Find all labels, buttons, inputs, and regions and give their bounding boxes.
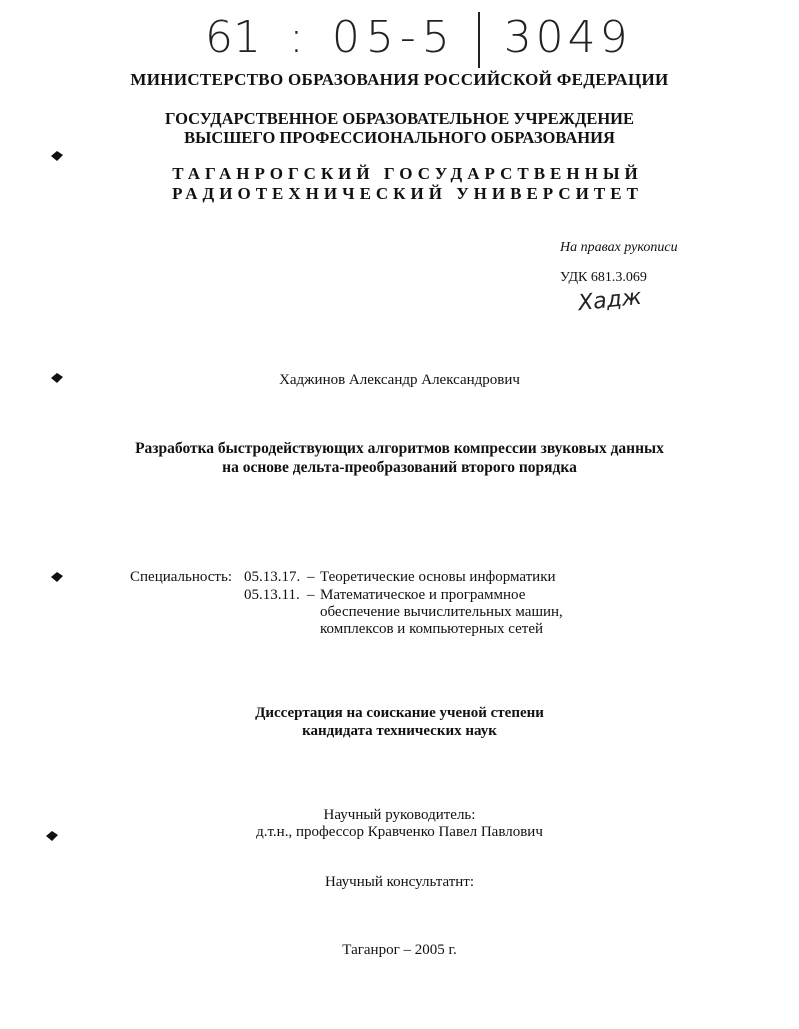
handwritten-divider <box>478 12 480 68</box>
handwritten-code-part1: 05-5 <box>331 12 456 63</box>
dissertation-title-line-1: Разработка быстродействующих алгоритмов компрессии звуковых данных <box>135 440 664 457</box>
handwritten-code-part2: 3049 <box>503 12 632 63</box>
margin-bullet-mark <box>50 571 64 583</box>
handwritten-signature: Хадж <box>576 284 643 317</box>
institution-line-1: ГОСУДАРСТВЕННОЕ ОБРАЗОВАТЕЛЬНОЕ УЧРЕЖДЕНИЕ <box>164 109 634 128</box>
speciality-code: 05.13.11. <box>244 587 300 603</box>
author-name: Хаджинов Александр Александрович <box>279 372 520 388</box>
institution-line-2: ВЫСШЕГО ПРОФЕССИОНАЛЬНОГО ОБРАЗОВАНИЯ <box>184 128 615 147</box>
consultant-label: Научный консультатнт: <box>324 874 475 890</box>
supervisor-label: Научный руководитель: <box>323 807 476 823</box>
university-line-2: РАДИОТЕХНИЧЕСКИЙ УНИВЕРСИТЕТ <box>172 184 643 203</box>
ministry-header: МИНИСТЕРСТВО ОБРАЗОВАНИЯ РОССИЙСКОЙ ФЕДЕРАЦИИ <box>130 70 669 89</box>
handwritten-archive-code <box>205 8 665 70</box>
manuscript-rights-note: На правах рукописи <box>560 240 678 255</box>
handwritten-code-prefix: 61 <box>205 12 261 63</box>
handwritten-code-separator: : <box>289 12 304 63</box>
degree-line-1: Диссертация на соискание ученой степени <box>255 705 544 721</box>
margin-bullet-mark <box>50 150 64 162</box>
supervisor-name: д.т.н., профессор Кравченко Павел Павлович <box>256 824 543 840</box>
speciality-label: Специальность: <box>130 569 232 585</box>
speciality-dash: – <box>307 587 315 603</box>
dissertation-title-line-2: на основе дельта-преобразований второго порядка <box>222 459 577 476</box>
speciality-name-line: Математическое и программное <box>320 587 526 603</box>
speciality-name-line: Теоретические основы информатики <box>320 569 556 585</box>
speciality-code: 05.13.17. <box>244 569 301 585</box>
city-year: Таганрог – 2005 г. <box>342 942 457 958</box>
speciality-dash: – <box>307 569 315 585</box>
university-line-1: ТАГАНРОГСКИЙ ГОСУДАРСТВЕННЫЙ <box>172 164 643 183</box>
speciality-name-line: комплексов и компьютерных сетей <box>320 621 544 637</box>
udk-code: УДК 681.3.069 <box>560 270 647 285</box>
speciality-name-line: обеспечение вычислительных машин, <box>320 604 563 620</box>
degree-line-2: кандидата технических наук <box>302 723 497 739</box>
